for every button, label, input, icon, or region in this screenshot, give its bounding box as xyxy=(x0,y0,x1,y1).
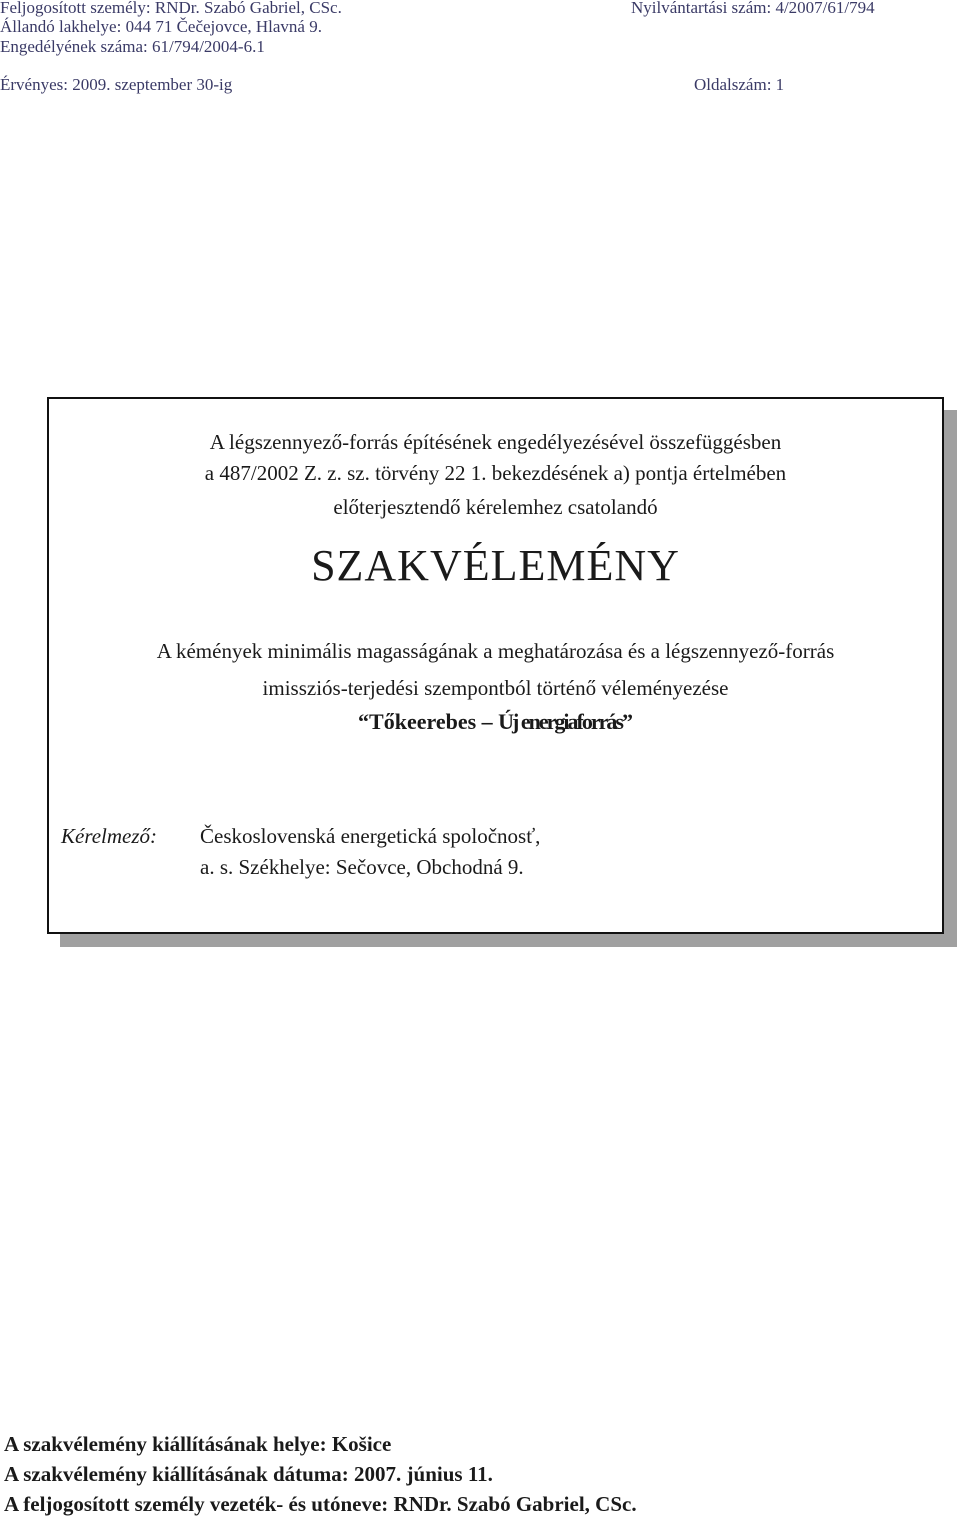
title-box xyxy=(47,397,944,934)
footer-place: A szakvélemény kiállításának helye: Košice xyxy=(4,1432,392,1456)
footer-date: A szakvélemény kiállításának dátuma: 2007. június 11. xyxy=(4,1462,493,1486)
project-name-main: Tőkeerebes – xyxy=(369,709,499,734)
page-number: Oldalszám: 1 xyxy=(694,75,785,94)
permanent-address: Állandó lakhelye: 044 71 Čečejovce, Hlavná 9. xyxy=(0,17,322,36)
subject-line-1: A kémények minimális magasságának a meghatározása és a légszennyező-forrás xyxy=(156,639,835,663)
project-close-quote: ” xyxy=(621,709,633,734)
document-title: SZAKVÉLEMÉNY xyxy=(311,541,680,590)
permit-number: Engedélyének száma: 61/794/2004-6.1 xyxy=(0,37,265,56)
applicant-label: Kérelmező: xyxy=(61,824,158,848)
applicant-line-2: a. s. Székhelye: Sečovce, Obchodná 9. xyxy=(200,855,524,879)
intro-line-1: A légszennyező-forrás építésének engedélyezésével összefüggésben xyxy=(209,430,782,454)
subject-line-2: imissziós-terjedési szempontból történő véleményezése xyxy=(262,676,729,700)
registration-number: Nyilvántartási szám: 4/2007/61/794 xyxy=(631,0,875,17)
valid-until: Érvényes: 2009. szeptember 30-ig xyxy=(0,75,233,94)
project-name-tight: Új energiaforrás xyxy=(498,709,622,734)
project-open-quote: “ xyxy=(358,709,370,734)
project-name xyxy=(49,709,942,735)
footer-author: A feljogosított személy vezeték- és utóneve: RNDr. Szabó Gabriel, CSc. xyxy=(4,1492,637,1516)
intro-line-2: a 487/2002 Z. z. sz. törvény 22 1. bekezdésének a) pontja értelmében xyxy=(204,461,787,485)
intro-line-3: előterjesztendő kérelemhez csatolandó xyxy=(333,495,658,519)
licensed-person: Feljogosított személy: RNDr. Szabó Gabriel, CSc. xyxy=(0,0,342,17)
applicant-line-1: Československá energetická spoločnosť, xyxy=(200,824,541,848)
